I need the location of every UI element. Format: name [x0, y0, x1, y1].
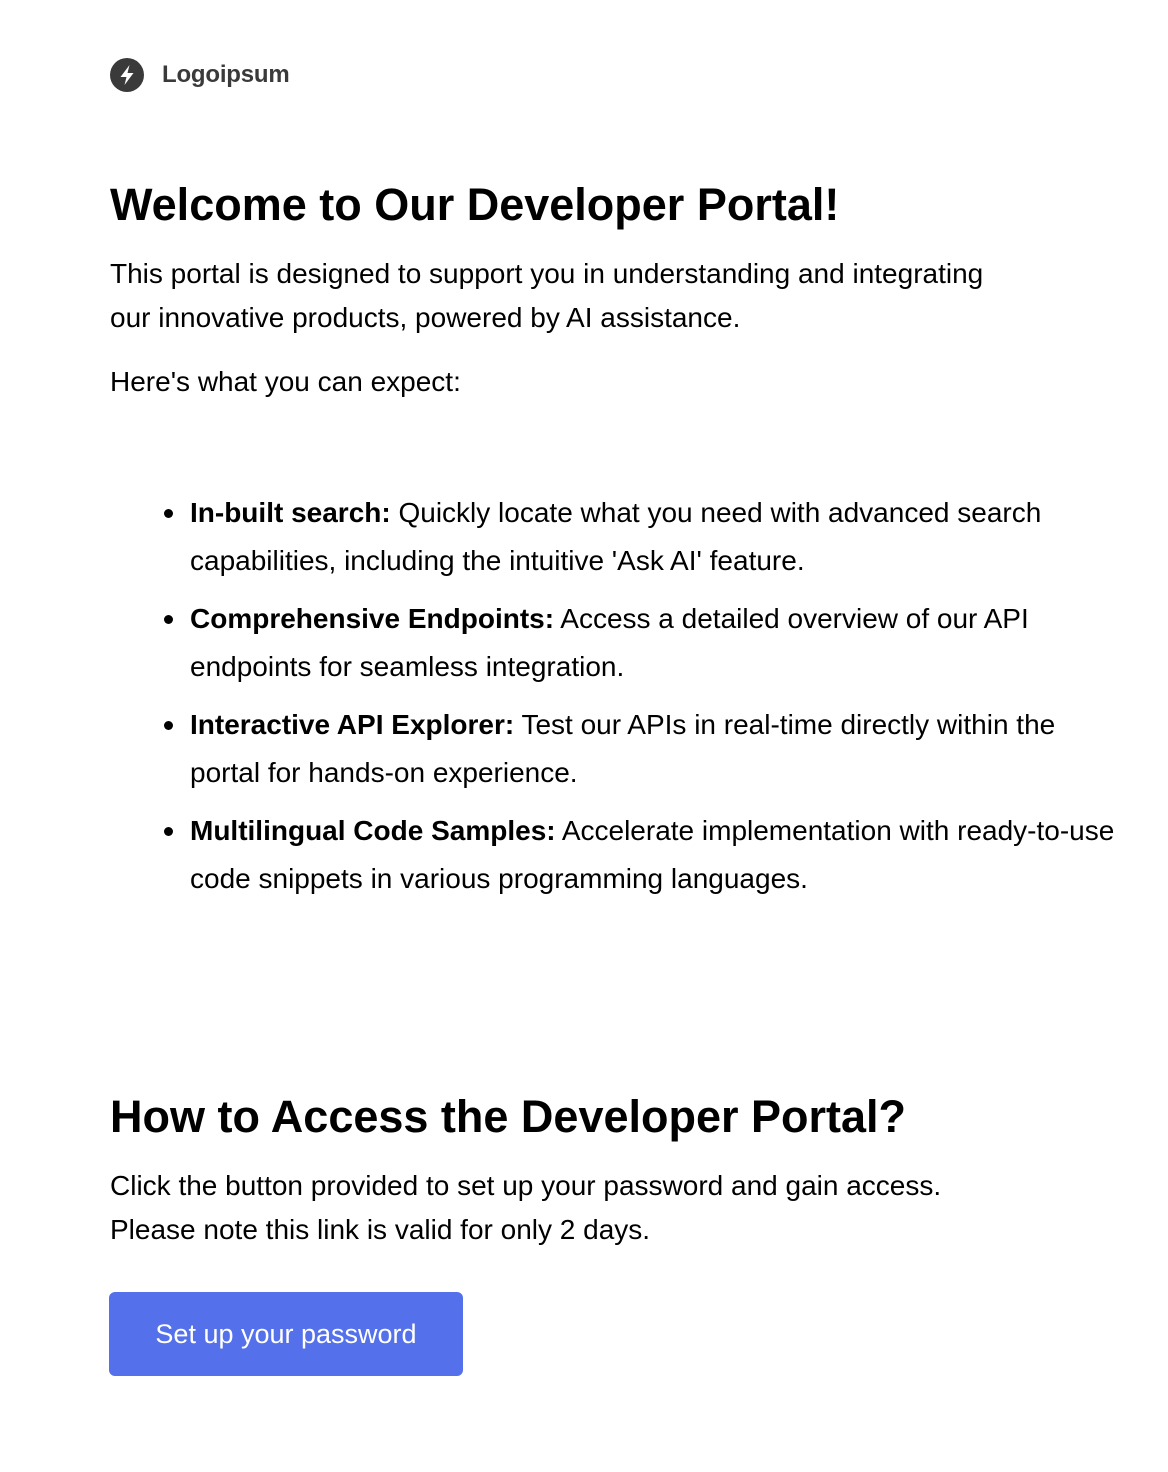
brand-logo — [110, 58, 290, 92]
feature-list — [110, 489, 1120, 913]
feature-text: Accelerate implementation with ready-to-use code snippets in various programming languages. — [190, 815, 1115, 894]
feature-item-explorer — [190, 701, 1120, 797]
set-up-password-button[interactable]: Set up your password — [109, 1292, 463, 1376]
feature-item-endpoints — [190, 595, 1120, 691]
feature-item-code-samples — [190, 807, 1120, 903]
welcome-intro: This portal is designed to support you in understanding and integrating our innovative products, powered by AI assistance. — [110, 258, 984, 333]
feature-item-search — [190, 489, 1120, 585]
feature-label: Interactive API Explorer: — [190, 709, 515, 740]
feature-text: Quickly locate what you need with advanced search capabilities, including the intuitive 'Ask AI' feature. — [190, 497, 1042, 576]
welcome-title: Welcome to Our Developer Portal! — [110, 179, 840, 230]
bolt-icon — [110, 58, 144, 92]
feature-text: Test our APIs in real-time directly within the portal for hands-on experience. — [190, 709, 1056, 788]
access-title: How to Access the Developer Portal? — [110, 1091, 907, 1142]
access-description: Click the button provided to set up your password and gain access. Please note this link is valid for only 2 days. — [110, 1170, 942, 1245]
brand-name: Logoipsum — [162, 61, 290, 88]
expect-heading: Here's what you can expect: — [110, 366, 461, 397]
feature-label: In-built search: — [190, 497, 391, 528]
feature-label: Comprehensive Endpoints: — [190, 603, 555, 634]
feature-text: Access a detailed overview of our API endpoints for seamless integration. — [190, 603, 1029, 682]
feature-label: Multilingual Code Samples: — [190, 815, 556, 846]
